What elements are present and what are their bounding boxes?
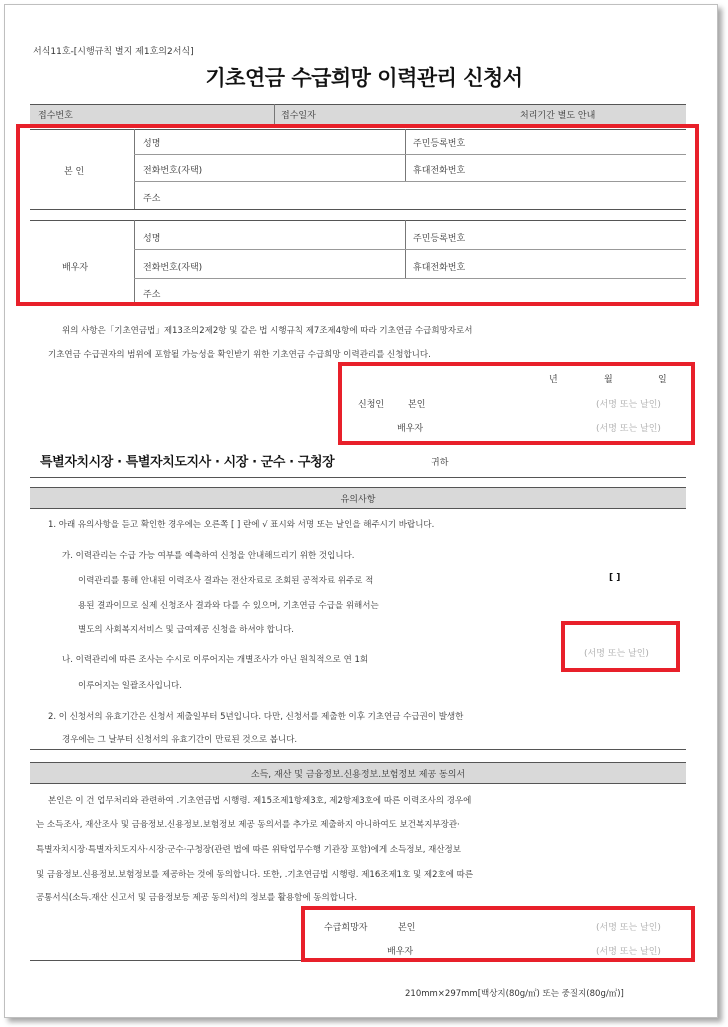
spouse-name-field[interactable]: 성명 [143, 234, 161, 244]
applicant-sign-label: 신청인 [358, 400, 385, 410]
spouse-mobile-field[interactable]: 휴대전화번호 [413, 263, 466, 273]
notice-header: 유의사항 [340, 495, 376, 505]
addressee-suffix: 귀하 [431, 458, 449, 468]
consent-line-3: 특별자치시장·특별자치도지사·시장·군수·구청장(관련 법에 따른 위탁업무수행 기관장 포함)에게 소득정보, 재산정보 [36, 845, 461, 855]
spouse-phone-field[interactable]: 전화번호(자택) [143, 263, 203, 273]
notice-item-1: 1. 아래 유의사항을 듣고 확인한 경우에는 오른쪽 [ ] 란에 √ 표시와 서명 또는 날인을 해주시기 바랍니다. [48, 520, 435, 530]
spouse-sign-hint[interactable]: (서명 또는 날인) [596, 424, 661, 434]
spouse-sign-label: 배우자 [397, 424, 424, 434]
highlight-sign-block-2 [301, 906, 695, 962]
applicant-mobile-field[interactable]: 휴대전화번호 [413, 166, 466, 176]
receipt-date-label: 접수일자 [281, 111, 316, 121]
notice-checkbox[interactable]: [ ] [609, 573, 621, 583]
processing-period-label: 처리기간 별도 안내 [520, 111, 596, 121]
receipt-number-label: 접수번호 [38, 111, 73, 121]
beneficiary-spouse-sign-hint[interactable]: (서명 또는 날인) [596, 947, 661, 957]
spouse-address-field[interactable]: 주소 [143, 290, 161, 300]
notice-na-2: 이루어지는 일괄조사입니다. [78, 681, 182, 691]
notice-item-2a: 2. 이 신청서의 유효기간은 신청서 제출일부터 5년입니다. 다만, 신청서를 제출한 이후 기초연금 수급권이 발생한 [48, 712, 464, 722]
notice-item-2b: 경우에는 그 날부터 신청서의 유효기간이 만료된 것으로 봅니다. [62, 735, 298, 745]
highlight-personal-info [16, 124, 699, 306]
beneficiary-spouse-label: 배우자 [387, 947, 414, 957]
statement-line-2: 기초연금 수급권자의 범위에 포함될 가능성을 확인받기 위한 기초연금 수급희망 이력관리를 신청합니다. [48, 350, 431, 360]
self-sign-label: 본인 [408, 400, 426, 410]
applicant-address-field[interactable]: 주소 [143, 194, 161, 204]
beneficiary-sign-label: 수급희망자 [324, 923, 368, 933]
consent-line-5: 공통서식(소득.재산 신고서 및 금융정보등 제공 동의서)의 정보를 활용함에 동의합니다. [36, 893, 358, 903]
notice-ga-1: 가. 이력관리는 수급 가능 여부를 예측하여 신청을 안내해드리기 위한 것입니다. [62, 551, 355, 561]
notice-ga-4: 별도의 사회복지서비스 및 급여제공 신청을 하셔야 합니다. [78, 625, 294, 635]
applicant-phone-field[interactable]: 전화번호(자택) [143, 166, 203, 176]
consent-line-4: 및 금융정보.신용정보.보험정보를 제공하는 것에 동의합니다. 또한, .기초연금법 시행령. 제16조제1호 및 제2호에 따른 [36, 870, 474, 880]
form-title: 기초연금 수급희망 이력관리 신청서 [205, 66, 523, 90]
statement-line-1: 위의 사항은「기초연금법」제13조의2제2항 및 같은 법 시행규칙 제7조제4항에 따라 기초연금 수급희망자로서 [62, 326, 473, 336]
consent-line-2: 는 소득조사, 재산조사 및 금융정보.신용정보.보험정보 제공 동의서를 추가로 제출하지 아니하여도 보건복지부장관· [36, 820, 460, 830]
applicant-rrn-field[interactable]: 주민등록번호 [413, 139, 466, 149]
notice-ga-2: 이력관리를 통해 안내된 이력조사 결과는 전산자료로 조회된 공적자료 위주로 적 [78, 576, 374, 586]
beneficiary-self-sign-hint[interactable]: (서명 또는 날인) [596, 923, 661, 933]
notice-sign-hint[interactable]: (서명 또는 날인) [584, 649, 649, 659]
notice-ga-3: 용된 결과이므로 실제 신청조사 결과와 다를 수 있으며, 기초연금 수급을 위해서는 [78, 601, 379, 611]
date-year-label: 년 [549, 375, 558, 385]
addressee-name: 특별자치시장 · 특별자치도지사 · 시장 · 군수 · 구청장 [40, 455, 335, 470]
highlight-sign-block-1 [338, 362, 695, 445]
consent-header: 소득, 재산 및 금융정보.신용정보.보험정보 제공 동의서 [250, 770, 466, 780]
form-number: 서식11호-[시행규칙 별지 제1호의2서식] [33, 47, 194, 57]
applicant-name-field[interactable]: 성명 [143, 139, 161, 149]
date-day-label: 일 [658, 375, 667, 385]
paper-spec: 210mm×297mm[백상지(80g/㎡) 또는 중질지(80g/㎡)] [405, 989, 624, 999]
spouse-rrn-field[interactable]: 주민등록번호 [413, 234, 466, 244]
consent-line-1: 본인은 이 건 업무처리와 관련하여 .기초연금법 시행령. 제15조제1항제3호, 제2항제3호에 따른 이력조사의 경우에 [48, 796, 472, 806]
highlight-notice-sign [561, 621, 680, 672]
date-month-label: 월 [604, 375, 613, 385]
notice-na-1: 나. 이력관리에 따른 조사는 수시로 이루어지는 개별조사가 아닌 원칙적으로 연 1회 [62, 655, 369, 665]
spouse-section-label: 배우자 [62, 263, 89, 273]
applicant-section-label: 본 인 [64, 167, 85, 177]
self-sign-hint[interactable]: (서명 또는 날인) [596, 400, 661, 410]
beneficiary-self-label: 본인 [398, 923, 416, 933]
